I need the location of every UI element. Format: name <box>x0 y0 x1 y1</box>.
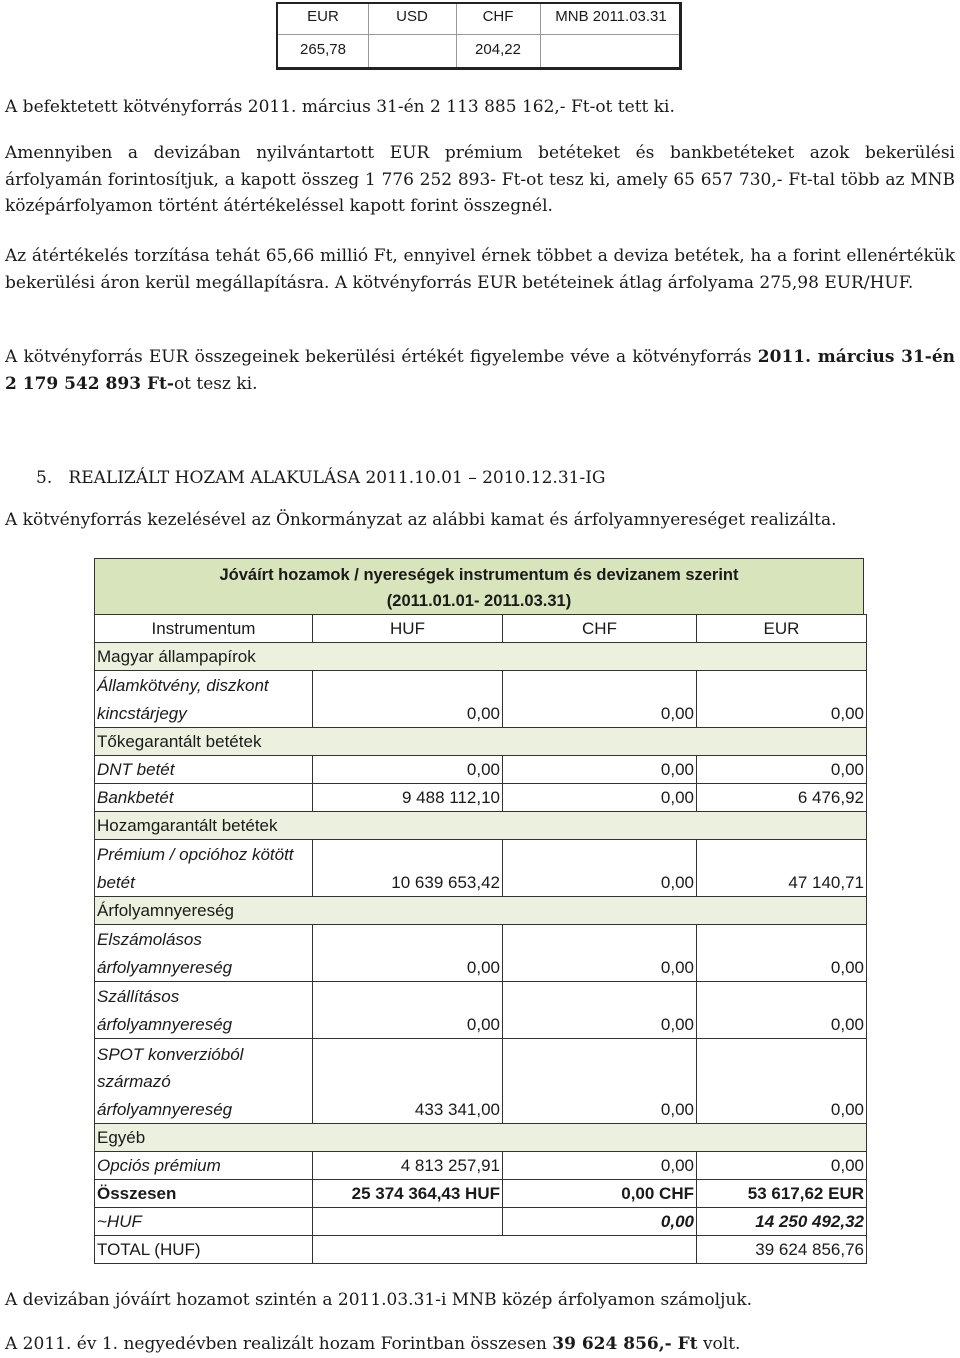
cell-eur: 39 624 856,76 <box>697 1236 867 1264</box>
table-row <box>95 925 867 982</box>
cell-chf: 0,00 <box>503 1039 697 1124</box>
cell-eur: 6 476,92 <box>697 784 867 812</box>
paragraph-intro-table: A kötvényforrás kezelésével az Önkormányzat az alábbi kamat és árfolyamnyereséget realizálta. <box>5 510 837 530</box>
cell-chf: 0,00 <box>503 756 697 784</box>
exchange-rate-box <box>276 2 682 70</box>
cell-chf <box>503 1236 697 1264</box>
cell-huf: 10 639 653,42 <box>313 840 503 897</box>
table-title-line2: (2011.01.01- 2011.03.31) <box>386 592 572 610</box>
group-label: Árfolyamnyereség <box>95 897 867 925</box>
row-label: SPOT konverzióból származó árfolyamnyereség <box>95 1039 313 1124</box>
paragraph-revaluation: Amennyiben a devizában nyilvántartott EUR prémium betéteket és bankbetéteket azok bekerülési árfolyamán forintosítjuk, a kapott összeg 1 776 252 893- Ft-ot tesz ki, amely 65 657 730,- Ft-tal több az MNB középárfolyamon történt átértékeléssel kapott forint összegnél. <box>5 143 955 216</box>
table-row <box>95 1152 867 1180</box>
cell-eur: 0,00 <box>697 671 867 728</box>
table-group-row <box>95 643 867 671</box>
cell-huf: 9 488 112,10 <box>313 784 503 812</box>
cell-huf: 25 374 364,43 HUF <box>313 1180 503 1208</box>
cell-huf <box>313 1236 503 1264</box>
row-label: Államkötvény, diszkont kincstárjegy <box>95 671 313 728</box>
group-label: Egyéb <box>95 1124 867 1152</box>
table-row <box>95 1180 867 1208</box>
cell-chf: 0,00 <box>503 1208 697 1236</box>
cell-chf: 0,00 <box>503 840 697 897</box>
cell-huf: 4 813 257,91 <box>313 1152 503 1180</box>
table-row <box>95 1236 867 1264</box>
table-title <box>94 558 864 614</box>
table-row <box>95 840 867 897</box>
cell-chf: 0,00 <box>503 925 697 982</box>
group-label: Hozamgarantált betétek <box>95 812 867 840</box>
yield-data-table <box>94 614 867 1264</box>
table-row <box>95 1208 867 1236</box>
cell-eur: 0,00 <box>697 1152 867 1180</box>
group-label: Magyar állampapírok <box>95 643 867 671</box>
cell-huf: 0,00 <box>313 982 503 1039</box>
cell-chf: 0,00 CHF <box>503 1180 697 1208</box>
cell-eur: 0,00 <box>697 982 867 1039</box>
cell-eur: 14 250 492,32 <box>697 1208 867 1236</box>
row-label: Szállításos árfolyamnyereség <box>95 982 313 1039</box>
rate-box-divider <box>278 34 679 35</box>
table-group-row <box>95 1124 867 1152</box>
cell-chf: 0,00 <box>503 671 697 728</box>
column-header-3: EUR <box>697 615 867 643</box>
p7-tail: volt. <box>702 1334 741 1354</box>
rate-header-chf: CHF <box>482 8 514 25</box>
row-label: Bankbetét <box>95 784 313 812</box>
rate-header-date: MNB 2011.03.31 <box>555 8 667 25</box>
cell-chf: 0,00 <box>503 982 697 1039</box>
cell-eur: 47 140,71 <box>697 840 867 897</box>
table-row <box>95 756 867 784</box>
paragraph-total-yield <box>5 1331 955 1358</box>
table-group-row <box>95 897 867 925</box>
row-label: Opciós prémium <box>95 1152 313 1180</box>
cell-huf: 0,00 <box>313 671 503 728</box>
cell-eur: 0,00 <box>697 925 867 982</box>
cell-huf: 0,00 <box>313 925 503 982</box>
table-group-row <box>95 812 867 840</box>
rate-header-eur: EUR <box>307 8 339 25</box>
table-header-row <box>95 615 867 643</box>
p4-tail: ot tesz ki. <box>173 373 258 394</box>
rate-value-eur: 265,78 <box>300 41 346 58</box>
cell-eur: 53 617,62 EUR <box>697 1180 867 1208</box>
cell-huf: 433 341,00 <box>313 1039 503 1124</box>
section-title: 5. REALIZÁLT HOZAM ALAKULÁSA 2011.10.01 – 2010.12.31-IG <box>36 468 606 488</box>
row-label: Összesen <box>95 1180 313 1208</box>
cell-chf: 0,00 <box>503 1152 697 1180</box>
column-header-0: Instrumentum <box>95 615 313 643</box>
paragraph-acquisition-value <box>5 344 955 397</box>
table-group-row <box>95 728 867 756</box>
cell-huf: 0,00 <box>313 756 503 784</box>
paragraph-bond-value: A befektetett kötvényforrás 2011. március 31-én 2 113 885 162,- Ft-ot tett ki. <box>5 97 675 117</box>
row-label: Elszámolásos árfolyamnyereség <box>95 925 313 982</box>
cell-chf: 0,00 <box>503 784 697 812</box>
row-label: TOTAL (HUF) <box>95 1236 313 1264</box>
paragraph-distortion: Az átértékelés torzítása tehát 65,66 millió Ft, ennyivel érnek többet a deviza betétek, ha a forint ellenértékük bekerülési áron kerül megállapításra. A kötvényforrás EUR betéteinek átlag árfolyama 275,98 EUR/HUF. <box>5 246 955 293</box>
rate-header-usd: USD <box>396 8 428 25</box>
row-label: ~HUF <box>95 1208 313 1236</box>
table-row <box>95 1039 867 1124</box>
p4-text: A kötvényforrás EUR összegeinek bekerülési értékét figyelembe véve a kötvényforrás <box>5 347 752 367</box>
table-row <box>95 982 867 1039</box>
column-header-2: CHF <box>503 615 697 643</box>
table-row <box>95 784 867 812</box>
p4-bold-amount: 2011. március 31-én 2 179 542 893 Ft- <box>5 347 956 394</box>
p7-bold-amount: 39 624 856,- Ft <box>552 1334 698 1354</box>
row-label: Prémium / opcióhoz kötött betét <box>95 840 313 897</box>
cell-huf <box>313 1208 503 1236</box>
row-label: DNT betét <box>95 756 313 784</box>
p7-text: A 2011. év 1. negyedévben realizált hozam Forintban összesen <box>5 1334 547 1354</box>
rate-value-chf: 204,22 <box>475 41 521 58</box>
paragraph-fx-note: A devizában jóváírt hozamot szintén a 2011.03.31-i MNB közép árfolyamon számoljuk. <box>5 1290 753 1310</box>
group-label: Tőkegarantált betétek <box>95 728 867 756</box>
cell-eur: 0,00 <box>697 756 867 784</box>
column-header-1: HUF <box>313 615 503 643</box>
table-row <box>95 671 867 728</box>
table-title-line1: Jóváírt hozamok / nyereségek instrumentum és devizanem szerint <box>219 566 739 584</box>
cell-eur: 0,00 <box>697 1039 867 1124</box>
